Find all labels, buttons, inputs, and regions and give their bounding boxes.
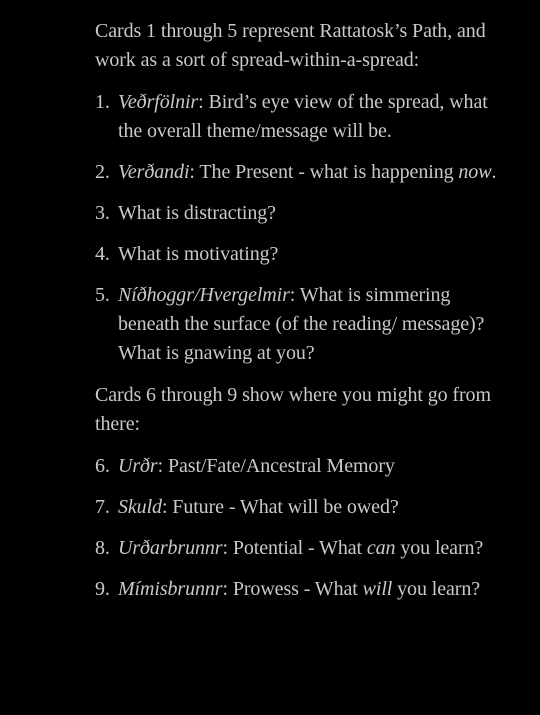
- item-separator: :: [222, 537, 228, 559]
- item-text: What is motivating?: [118, 243, 279, 265]
- item-number: 5.: [95, 284, 110, 306]
- list-item-3: [95, 199, 515, 228]
- list-item-4: [95, 240, 515, 269]
- item-separator: :: [222, 578, 228, 600]
- item-emphasis: can: [366, 537, 396, 559]
- list-item-1: [95, 88, 515, 146]
- list-item-2: [95, 158, 515, 187]
- item-separator: :: [161, 496, 168, 518]
- path-list: [95, 88, 515, 368]
- item-text: The Present - what is happening: [194, 161, 459, 183]
- list-item-5: [95, 281, 515, 368]
- item-text: Prowess - What: [227, 578, 363, 600]
- item-number: 1.: [95, 91, 110, 113]
- item-text: Bird’s eye view of the spread, what the overall theme/message will be.: [118, 91, 488, 142]
- item-number: 7.: [95, 496, 110, 518]
- item-term: Mímisbrunnr: [118, 578, 223, 600]
- item-emphasis: now: [458, 161, 492, 183]
- list-item-7: [95, 493, 515, 522]
- item-number: 6.: [95, 455, 110, 477]
- item-text-after: .: [491, 161, 497, 183]
- intro-paragraph: Cards 1 through 5 represent Rattatosk’s Path, and work as a sort of spread-within-a-spread:: [95, 20, 486, 71]
- document-body: [95, 17, 515, 604]
- item-number: 9.: [95, 578, 110, 600]
- list-item-8: [95, 534, 515, 563]
- item-number: 8.: [95, 537, 110, 559]
- item-term: Urðarbrunnr: [118, 537, 223, 559]
- item-term: Níðhoggr/Hvergelmir: [118, 284, 290, 306]
- list-item-6: [95, 452, 515, 481]
- item-text: What is simmering beneath the surface (of the reading/ message)? What is gnawing at you?: [118, 284, 485, 364]
- item-term: Urðr: [118, 455, 158, 477]
- item-text-after: you learn?: [395, 537, 484, 559]
- item-number: 4.: [95, 243, 110, 265]
- item-emphasis: will: [362, 578, 393, 600]
- item-text: Past/Fate/Ancestral Memory: [163, 455, 395, 477]
- item-separator: :: [289, 284, 296, 306]
- item-number: 3.: [95, 202, 110, 224]
- item-number: 2.: [95, 161, 110, 183]
- item-separator: :: [157, 455, 164, 477]
- item-text: Future - What will be owed?: [167, 496, 399, 518]
- item-separator: :: [198, 91, 204, 113]
- item-separator: :: [189, 161, 195, 183]
- item-term: Skuld: [118, 496, 162, 518]
- item-term: Veðrfölnir: [118, 91, 199, 113]
- list-item-9: [95, 575, 515, 604]
- second-intro-paragraph: Cards 6 through 9 show where you might go from there:: [95, 384, 491, 435]
- item-text-after: you learn?: [392, 578, 480, 600]
- item-term: Verðandi: [118, 161, 190, 183]
- item-text: What is distracting?: [118, 202, 276, 224]
- item-text: Potential - What: [227, 537, 367, 559]
- future-list: [95, 452, 515, 604]
